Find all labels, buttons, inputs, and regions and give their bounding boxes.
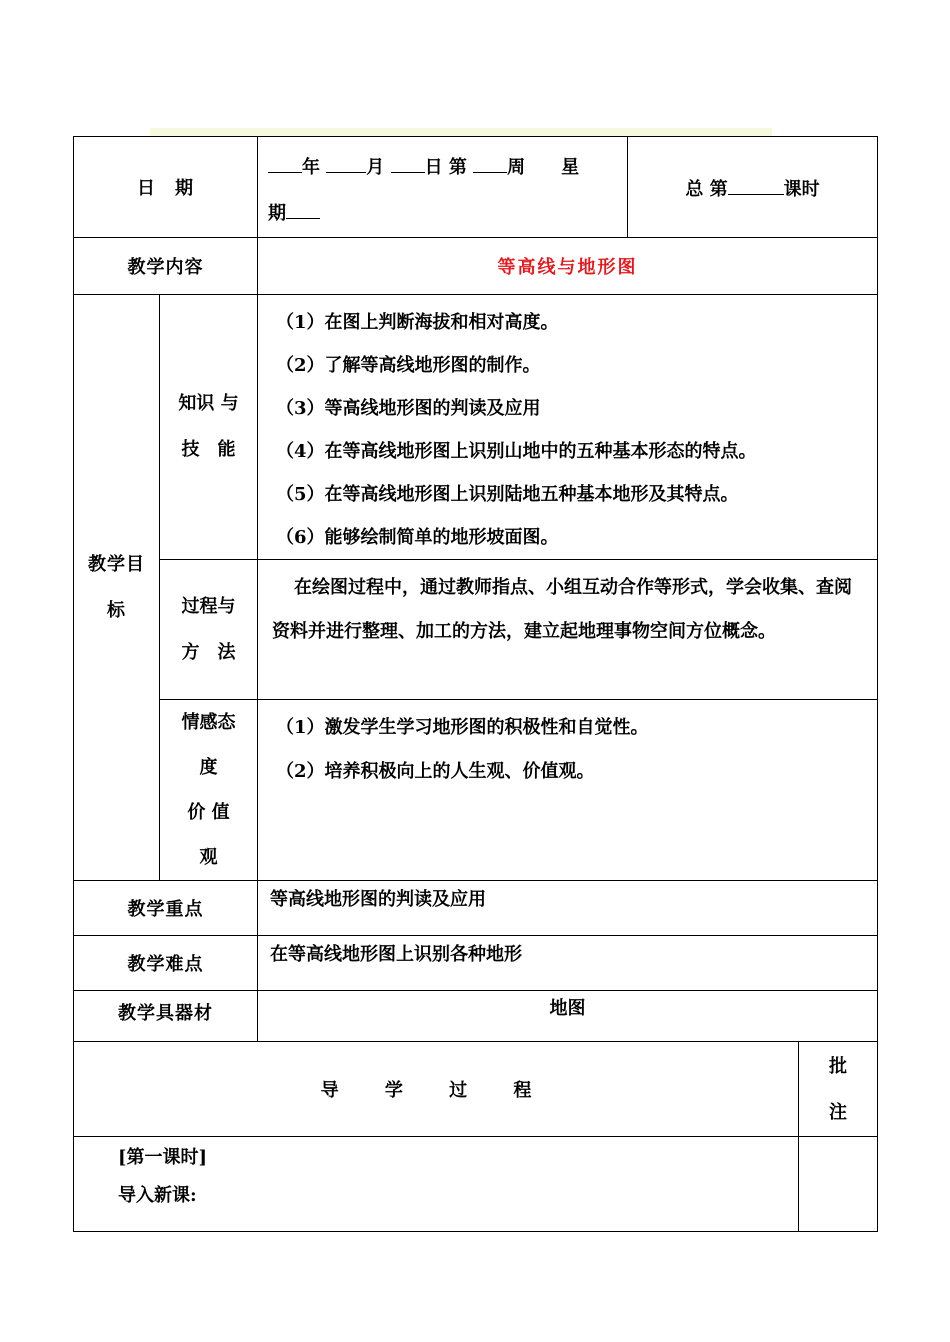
annotation-cell[interactable] <box>799 1137 878 1232</box>
week-blank[interactable] <box>473 152 507 173</box>
objectives-label-line2: 标 <box>107 599 126 621</box>
total-suffix: 课时 <box>783 178 820 200</box>
key-point-label: 教学重点 <box>74 881 258 936</box>
emotion-label <box>160 700 258 881</box>
emotion-items <box>258 700 878 881</box>
date-line-1 <box>268 145 619 191</box>
emotion-label-line4: 观 <box>199 847 218 868</box>
list-item: （3）等高线地形图的判读及应用 <box>276 398 541 419</box>
emotion-label-line1: 情感态 <box>181 712 236 733</box>
process-label <box>160 560 258 700</box>
key-point-text: 等高线地形图的判读及应用 <box>258 881 878 936</box>
difficulty-label: 教学难点 <box>74 936 258 991</box>
knowledge-label-line2: 技 能 <box>181 439 236 460</box>
process-row <box>74 560 878 700</box>
total-prefix: 总 第 <box>685 178 728 200</box>
process-label-line1: 过程与 <box>181 595 236 617</box>
objectives-label <box>74 295 160 881</box>
list-item: （4）在等高线地形图上识别山地中的五种基本形态的特点。 <box>276 441 757 462</box>
difficulty-text: 在等高线地形图上识别各种地形 <box>258 936 878 991</box>
lesson-content <box>74 1137 799 1232</box>
list-item: （2）了解等高线地形图的制作。 <box>276 355 541 376</box>
date-label: 日 期 <box>74 137 258 238</box>
objectives-label-line1: 教学目 <box>88 553 145 575</box>
list-item: （1）激发学生学习地形图的积极性和自觉性。 <box>276 717 649 738</box>
month-text: 月 <box>366 157 385 178</box>
emotion-label-line2: 度 <box>199 757 218 778</box>
list-item: （6）能够绘制简单的地形坡面图。 <box>276 527 559 548</box>
date-line-2 <box>268 191 619 237</box>
process-label-line2: 方 法 <box>181 641 236 663</box>
lesson-row <box>74 1137 878 1232</box>
lesson-intro: 导入新课: <box>118 1185 197 1206</box>
annotation-line2: 注 <box>829 1102 847 1123</box>
guide-title: 导 学 过 程 <box>74 1042 799 1137</box>
emotion-row <box>74 700 878 881</box>
date-row <box>74 137 878 238</box>
content-label: 教学内容 <box>74 238 258 295</box>
weekday-blank[interactable] <box>286 198 320 219</box>
lesson-period: [第一课时] <box>118 1147 208 1168</box>
guide-title-row <box>74 1042 878 1137</box>
difficulty-row <box>74 936 878 991</box>
content-row <box>74 238 878 295</box>
day-week-text: 日 第 <box>424 157 467 178</box>
list-item: （1）在图上判断海拔和相对高度。 <box>276 312 559 333</box>
emotion-label-line3: 价 值 <box>187 802 230 823</box>
header-highlight-band <box>150 128 772 136</box>
list-item: （5）在等高线地形图上识别陆地五种基本地形及其特点。 <box>276 484 739 505</box>
weekday-text: 期 <box>268 203 286 224</box>
day-blank[interactable] <box>391 152 425 173</box>
materials-row <box>74 991 878 1042</box>
materials-label: 教学具器材 <box>74 991 258 1042</box>
week-star-text: 周 星 <box>507 157 580 178</box>
total-blank[interactable] <box>728 174 784 195</box>
key-point-row <box>74 881 878 936</box>
knowledge-items <box>258 295 878 560</box>
month-blank[interactable] <box>326 152 366 173</box>
knowledge-label <box>160 295 258 560</box>
total-lesson-cell <box>628 137 878 238</box>
year-blank[interactable] <box>268 152 302 173</box>
process-text: 在绘图过程中，通过教师指点、小组互动合作等形式，学会收集、查阅资料并进行整理、加工的方法，建立起地理事物空间方位概念。 <box>258 560 878 700</box>
year-text: 年 <box>302 157 320 178</box>
lesson-topic: 等高线与地形图 <box>258 238 878 295</box>
lesson-plan-table <box>73 136 878 1232</box>
materials-text: 地图 <box>258 991 878 1042</box>
knowledge-label-line1: 知识 与 <box>178 393 239 414</box>
knowledge-row <box>74 295 878 560</box>
list-item: （2）培养积极向上的人生观、价值观。 <box>276 761 595 782</box>
date-fill-cell <box>258 137 628 238</box>
annotation-header <box>799 1042 878 1137</box>
annotation-line1: 批 <box>829 1056 847 1077</box>
